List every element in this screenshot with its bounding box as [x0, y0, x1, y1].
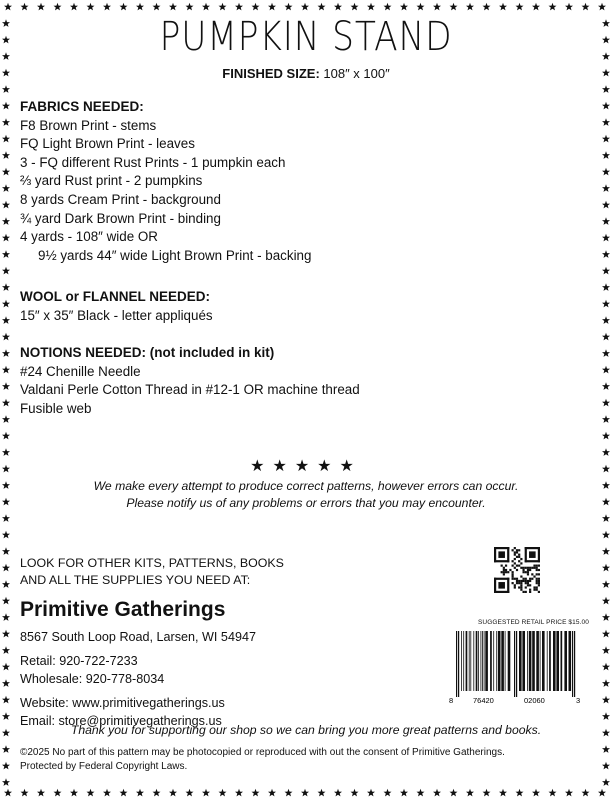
copyright — [20, 746, 505, 774]
border-star — [4, 789, 12, 797]
border-star — [367, 3, 375, 11]
border-star — [384, 789, 392, 797]
notion-item: Valdani Perle Cotton Thread in #12-1 OR machine thread — [20, 382, 360, 398]
border-star — [153, 789, 161, 797]
border-star — [54, 789, 62, 797]
border-star — [602, 300, 610, 308]
disclaimer-line: We make every attempt to produce correct patterns, however errors can occur. — [93, 479, 519, 493]
border-star — [532, 3, 540, 11]
border-star — [2, 168, 10, 176]
border-star — [285, 789, 293, 797]
fabric-item: 3 - FQ different Rust Prints - 1 pumpkin each — [20, 154, 286, 170]
border-star — [235, 789, 243, 797]
border-star — [21, 3, 29, 11]
border-star — [2, 349, 10, 357]
border-star — [252, 789, 260, 797]
border-star — [2, 646, 10, 654]
border-star — [2, 778, 10, 786]
border-star — [2, 151, 10, 159]
border-star — [582, 789, 590, 797]
border-star — [268, 3, 276, 11]
border-star — [2, 333, 10, 341]
border-star — [602, 415, 610, 423]
border-star — [2, 118, 10, 126]
border-star — [602, 333, 610, 341]
border-star — [516, 3, 524, 11]
border-star — [2, 135, 10, 143]
border-star — [602, 432, 610, 440]
border-star — [367, 789, 375, 797]
border-star — [450, 3, 458, 11]
border-star — [2, 234, 10, 242]
finished-size-label: FINISHED SIZE: — [222, 66, 320, 81]
fabric-item: 4 yards - 108″ wide OR — [20, 229, 158, 245]
border-star — [285, 3, 293, 11]
border-star — [602, 151, 610, 159]
barcode-digit: 02060 — [524, 696, 545, 705]
border-star — [103, 3, 111, 11]
border-star — [602, 217, 610, 225]
border-star — [252, 3, 260, 11]
border-star — [87, 3, 95, 11]
wool-heading: WOOL or FLANNEL NEEDED: — [20, 289, 211, 304]
fabric-item: ⅔ yard Rust print - 2 pumpkins — [20, 173, 203, 189]
border-star — [450, 789, 458, 797]
border-star — [2, 630, 10, 638]
border-star — [602, 250, 610, 258]
wool-item: 15″ x 35″ Black - letter appliqués — [20, 307, 213, 323]
border-star — [602, 762, 610, 770]
border-star — [602, 646, 610, 654]
border-star — [466, 789, 474, 797]
border-star — [2, 217, 10, 225]
border-star — [351, 789, 359, 797]
border-star — [219, 3, 227, 11]
border-star — [400, 3, 408, 11]
border-star — [602, 184, 610, 192]
border-star — [2, 366, 10, 374]
border-star — [602, 778, 610, 786]
border-star — [268, 789, 276, 797]
border-star — [120, 789, 128, 797]
border-star — [37, 789, 45, 797]
border-star — [2, 696, 10, 704]
fabric-item: 9½ yards 44″ wide Light Brown Print - backing — [38, 247, 312, 263]
barcode-digit: 3 — [576, 696, 581, 705]
border-star — [235, 3, 243, 11]
border-star — [602, 102, 610, 110]
border-star — [565, 3, 573, 11]
border-star — [202, 789, 210, 797]
border-star — [2, 300, 10, 308]
wool-section — [20, 288, 213, 325]
border-star — [2, 597, 10, 605]
fabric-item: F8 Brown Print - stems — [20, 117, 157, 133]
border-star — [602, 448, 610, 456]
disclaimer-line: Please notify us of any problems or errors that you may encounter. — [126, 496, 486, 510]
pattern-title: PUMPKIN STAND — [159, 14, 453, 60]
notion-item: #24 Chenille Needle — [20, 363, 141, 379]
border-star — [169, 3, 177, 11]
border-star — [186, 789, 194, 797]
border-star — [2, 19, 10, 27]
border-star — [2, 448, 10, 456]
border-star — [483, 789, 491, 797]
border-star — [602, 36, 610, 44]
border-star — [433, 789, 441, 797]
border-star — [565, 789, 573, 797]
disclaimer — [0, 478, 612, 512]
border-star — [2, 316, 10, 324]
border-star — [549, 3, 557, 11]
border-star — [602, 564, 610, 572]
border-star — [602, 663, 610, 671]
border-star — [433, 3, 441, 11]
border-star — [532, 789, 540, 797]
border-star — [21, 789, 29, 797]
border-star — [2, 712, 10, 720]
barcode — [446, 629, 586, 707]
border-star — [499, 3, 507, 11]
border-star — [602, 613, 610, 621]
border-star — [87, 789, 95, 797]
border-star — [2, 52, 10, 60]
border-star — [169, 789, 177, 797]
border-star — [103, 789, 111, 797]
border-star — [334, 3, 342, 11]
fabric-item: ¾ yard Dark Brown Print - binding — [20, 210, 221, 226]
border-star — [219, 789, 227, 797]
border-star — [2, 250, 10, 258]
finished-size-value: 108″ x 100″ — [323, 66, 390, 81]
border-star — [602, 349, 610, 357]
border-star — [2, 580, 10, 588]
border-star — [602, 514, 610, 522]
border-star — [2, 201, 10, 209]
border-star — [2, 85, 10, 93]
border-star — [602, 531, 610, 539]
look-for-line: LOOK FOR OTHER KITS, PATTERNS, BOOKS — [20, 556, 284, 570]
fabrics-heading: FABRICS NEEDED: — [20, 99, 144, 114]
border-star — [2, 514, 10, 522]
border-star — [602, 52, 610, 60]
notions-heading: NOTIONS NEEDED: (not included in kit) — [20, 345, 275, 360]
border-star — [301, 3, 309, 11]
border-star — [2, 432, 10, 440]
border-star — [2, 102, 10, 110]
look-for-line: AND ALL THE SUPPLIES YOU NEED AT: — [20, 573, 251, 587]
border-star — [602, 168, 610, 176]
border-star — [2, 547, 10, 555]
border-star — [202, 3, 210, 11]
fabrics-section — [20, 98, 311, 265]
border-star — [602, 283, 610, 291]
border-star — [602, 547, 610, 555]
border-star — [602, 135, 610, 143]
fabric-item: FQ Light Brown Print - leaves — [20, 136, 195, 152]
thank-you-note: Thank you for supporting our shop so we can bring you more great patterns and books. — [70, 723, 542, 737]
copyright-line: Protected by Federal Copyright Laws. — [20, 761, 188, 772]
star-divider: ★★★★★ — [250, 458, 362, 475]
border-star — [598, 3, 606, 11]
border-star — [483, 3, 491, 11]
border-star — [602, 580, 610, 588]
company-address: 8567 South Loop Road, Larsen, WI 54947 — [20, 630, 256, 644]
fabric-item: 8 yards Cream Print - background — [20, 191, 221, 207]
border-star — [400, 789, 408, 797]
border-star — [2, 762, 10, 770]
border-star — [136, 789, 144, 797]
border-star — [37, 3, 45, 11]
retail-phone: Retail: 920-722-7233 — [20, 654, 138, 668]
border-star — [4, 3, 12, 11]
border-star — [602, 696, 610, 704]
barcode-digit: 76420 — [473, 696, 494, 705]
border-star — [602, 679, 610, 687]
border-star — [417, 3, 425, 11]
border-star — [466, 3, 474, 11]
copyright-line: ©2025 No part of this pattern may be photocopied or reproduced with out the consent of Primitive Gatherings. — [20, 747, 505, 758]
notion-item: Fusible web — [20, 400, 92, 416]
border-star — [602, 267, 610, 275]
notions-section — [20, 344, 360, 418]
border-star — [2, 745, 10, 753]
border-star — [136, 3, 144, 11]
border-star — [318, 789, 326, 797]
border-star — [602, 19, 610, 27]
border-star — [2, 382, 10, 390]
border-star — [2, 283, 10, 291]
border-star — [417, 789, 425, 797]
qr-code-icon — [494, 547, 540, 593]
border-star — [318, 3, 326, 11]
border-star — [2, 184, 10, 192]
border-star — [602, 118, 610, 126]
border-star — [2, 267, 10, 275]
border-star — [602, 234, 610, 242]
border-star — [301, 789, 309, 797]
border-star — [2, 415, 10, 423]
border-star — [2, 564, 10, 572]
border-star — [549, 789, 557, 797]
border-star — [602, 399, 610, 407]
border-star — [2, 613, 10, 621]
border-star — [602, 201, 610, 209]
border-star — [602, 630, 610, 638]
barcode-digit: 8 — [449, 696, 454, 705]
border-star — [602, 366, 610, 374]
border-star — [54, 3, 62, 11]
border-star — [602, 745, 610, 753]
border-star — [70, 3, 78, 11]
border-star — [598, 789, 606, 797]
border-star — [384, 3, 392, 11]
border-star — [2, 663, 10, 671]
border-star — [2, 399, 10, 407]
border-star — [582, 3, 590, 11]
company-name: Primitive Gatherings — [20, 598, 226, 621]
website-link[interactable]: Website: www.primitivegatherings.us — [20, 696, 225, 710]
email-link[interactable]: Email: store@primitivegatherings.us — [20, 714, 222, 728]
border-star — [516, 789, 524, 797]
border-star — [2, 679, 10, 687]
border-star — [70, 789, 78, 797]
border-star — [153, 3, 161, 11]
border-star — [2, 531, 10, 539]
border-star — [602, 316, 610, 324]
border-star — [602, 712, 610, 720]
border-star — [602, 382, 610, 390]
border-star — [334, 789, 342, 797]
border-star — [499, 789, 507, 797]
border-star — [2, 36, 10, 44]
border-star — [186, 3, 194, 11]
wholesale-phone: Wholesale: 920-778-8034 — [20, 672, 165, 686]
contact-info — [20, 628, 256, 730]
look-for-note — [20, 555, 284, 589]
finished-size — [0, 66, 612, 81]
border-star — [351, 3, 359, 11]
suggested-retail-price: SUGGESTED RETAIL PRICE $15.00 — [478, 619, 589, 626]
border-star — [602, 597, 610, 605]
border-star — [120, 3, 128, 11]
border-star — [602, 85, 610, 93]
